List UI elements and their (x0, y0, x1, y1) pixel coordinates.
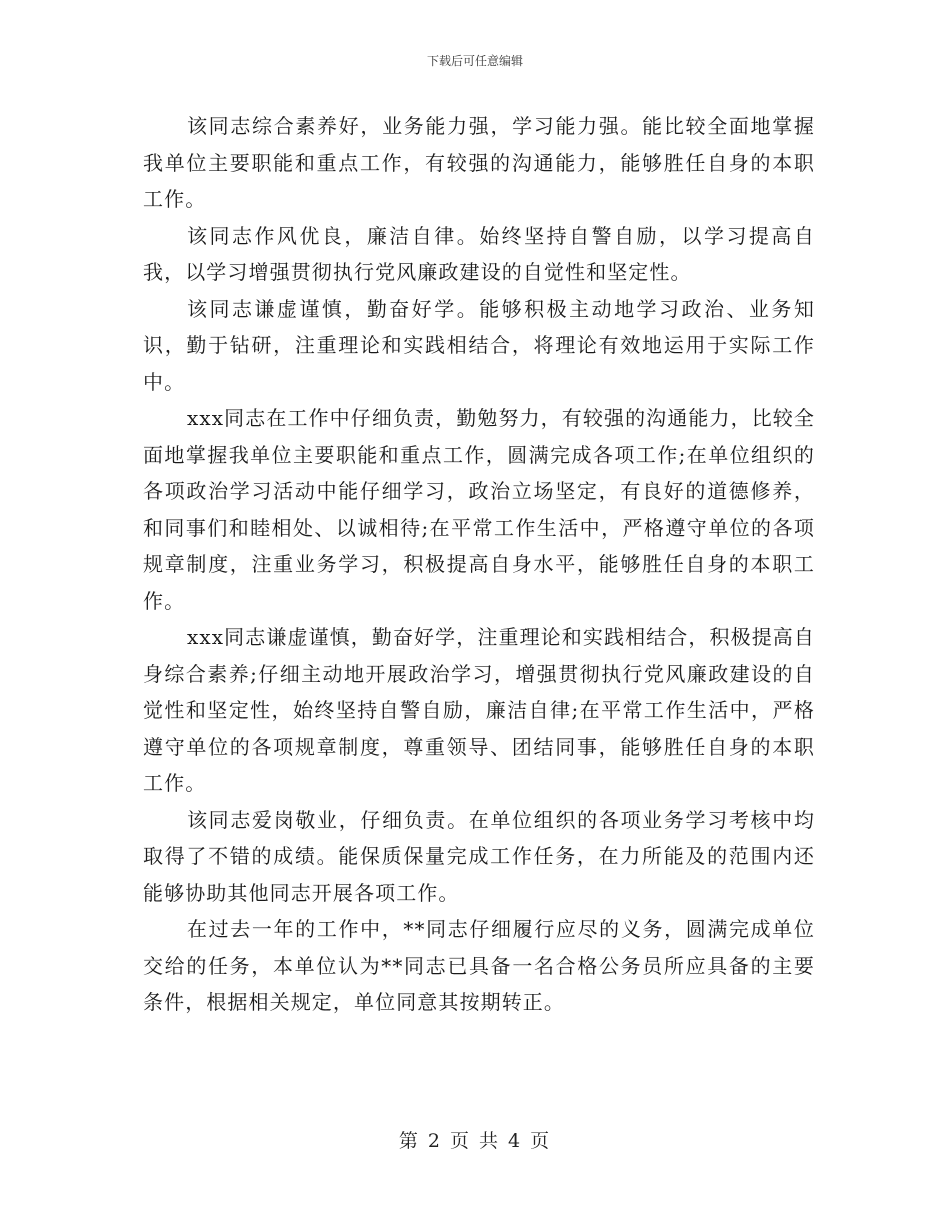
paragraph-3: 该同志谦虚谨慎，勤奋好学。能够积极主动地学习政治、业务知识，勤于钻研，注重理论和实践相结合，将理论有效地运用于实际工作中。 (143, 296, 815, 394)
paragraph-6: 该同志爱岗敬业，仔细负责。在单位组织的各项业务学习考核中均取得了不错的成绩。能保质保量完成工作任务，在力所能及的范围内还能够协助其他同志开展各项工作。 (143, 807, 815, 905)
document-body (143, 108, 815, 1021)
paragraph-4: xxx同志在工作中仔细负责，勤勉努力，有较强的沟通能力，比较全面地掌握我单位主要职能和重点工作，圆满完成各项工作;在单位组织的各项政治学习活动中能仔细学习，政治立场坚定，有良好的道德修养，和同事们和睦相处、以诚相待;在平常工作生活中，严格遵守单位的各项规章制度，注重业务学习，积极提高自身水平，能够胜任自身的本职工作。 (143, 406, 815, 613)
paragraph-1: 该同志综合素养好，业务能力强，学习能力强。能比较全面地掌握我单位主要职能和重点工作，有较强的沟通能力，能够胜任自身的本职工作。 (143, 114, 815, 211)
paragraph-7: 在过去一年的工作中，**同志仔细履行应尽的义务，圆满完成单位交给的任务，本单位认为**同志已具备一名合格公务员所应具备的主要条件，根据相关规定，单位同意其按期转正。 (143, 917, 815, 1014)
paragraph-5: xxx同志谦虚谨慎，勤奋好学，注重理论和实践相结合，积极提高自身综合素养;仔细主动地开展政治学习，增强贯彻执行党风廉政建设的自觉性和坚定性，始终坚持自警自励，廉洁自律;在平常工作生活中，严格遵守单位的各项规章制度，尊重领导、团结同事，能够胜任自身的本职工作。 (143, 625, 815, 795)
paragraph-2: 该同志作风优良，廉洁自律。始终坚持自警自励，以学习提高自我，以学习增强贯彻执行党风廉政建设的自觉性和坚定性。 (143, 223, 815, 284)
page-number-footer: 第 2 页 共 4 页 (398, 1130, 552, 1152)
page-header: 下载后可任意编辑 (426, 54, 523, 68)
